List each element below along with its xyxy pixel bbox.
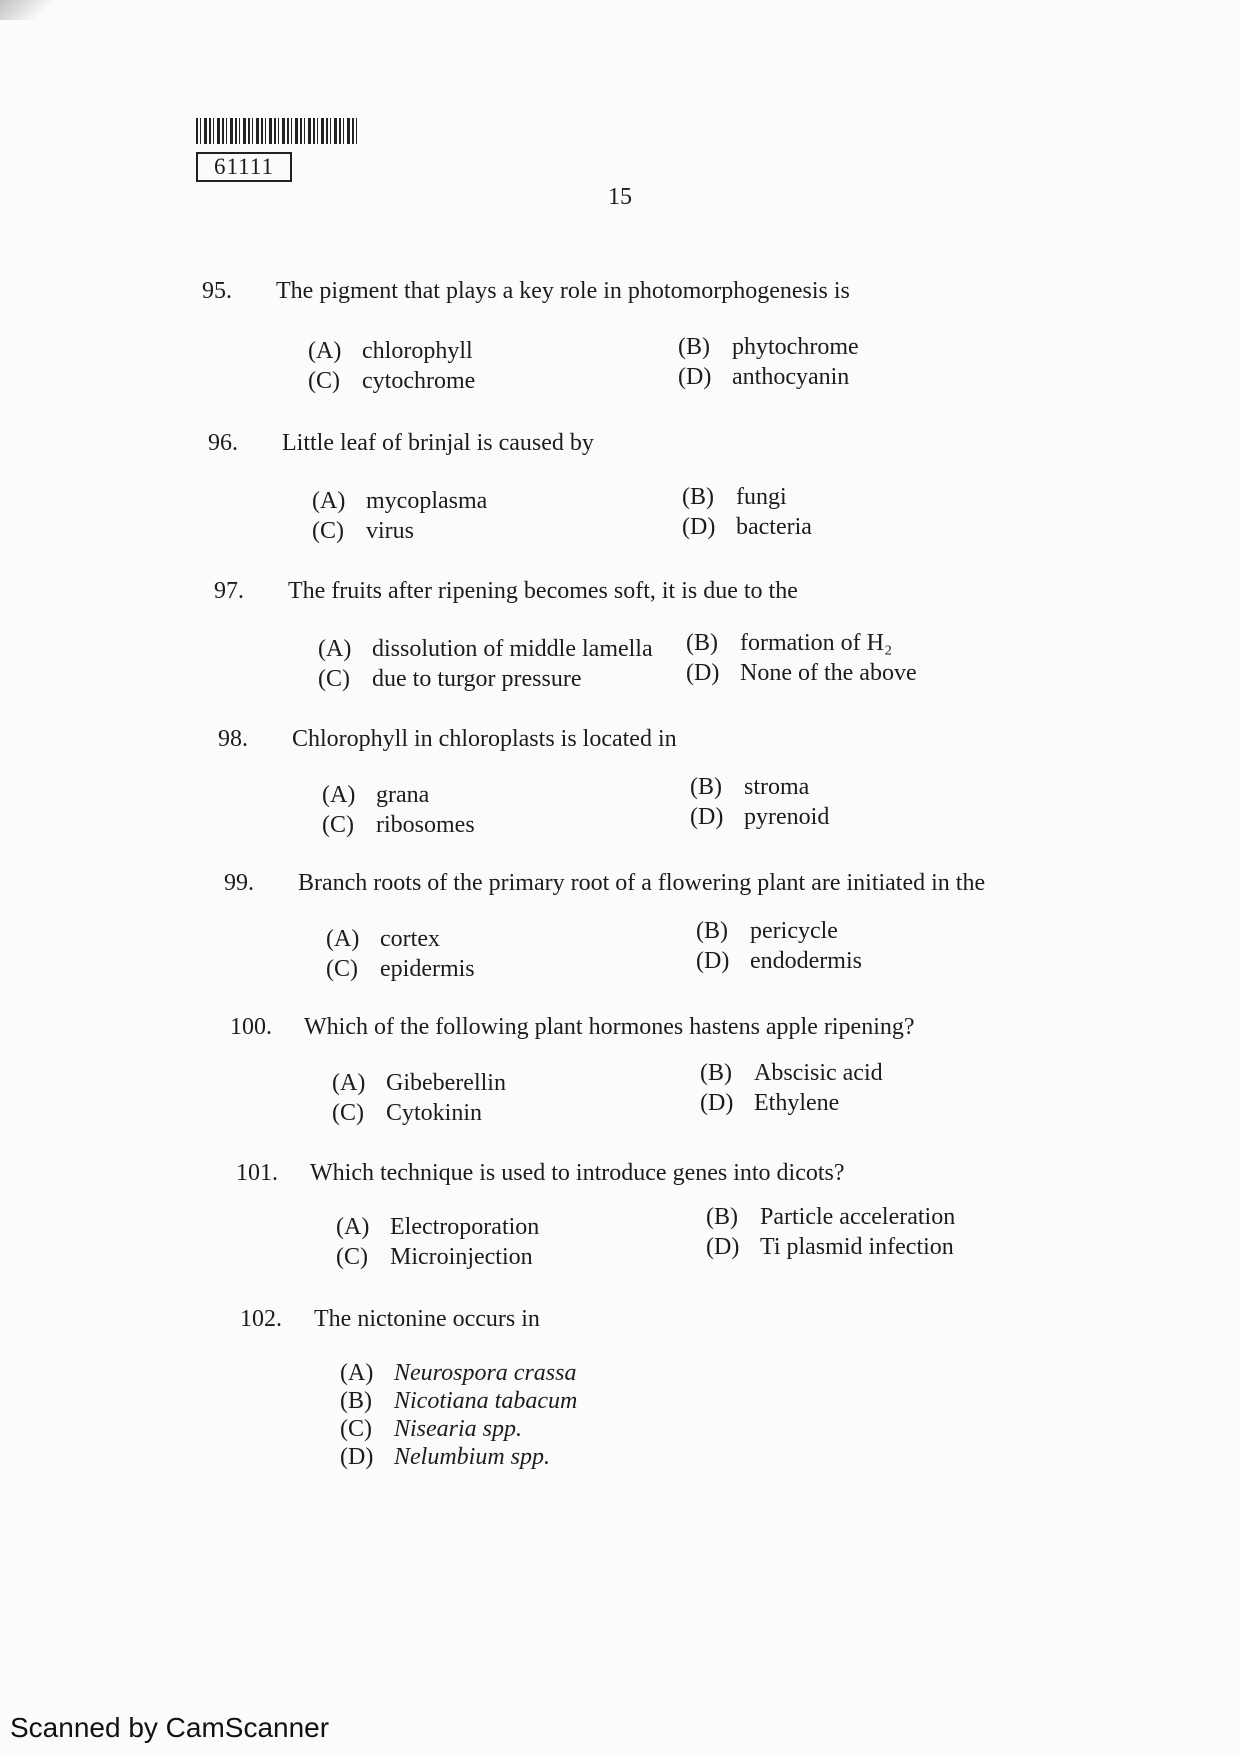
option-b: (B) pericycle [696,918,838,944]
question-stem: Branch roots of the primary root of a flowering plant are initiated in the [298,870,986,896]
option-d: (D) pyrenoid [690,804,830,830]
option-b: (B) Nicotiana tabacum [340,1388,578,1414]
option-c: (C) virus [312,518,414,544]
option-c: (C) Cytokinin [332,1100,483,1126]
option-b: (B) stroma [690,774,810,800]
question-stem: The fruits after ripening becomes soft, it is due to the [288,578,798,604]
option-d: (D) None of the above [686,660,917,686]
option-a: (A) Gibeberellin [332,1070,506,1096]
question-number: 99. [224,870,254,896]
option-b: (B) formation of H₂ [686,630,893,656]
scan-smudge [0,0,60,20]
option-c: (C) ribosomes [322,812,475,838]
option-b: (B) fungi [682,484,787,510]
option-d: (D) bacteria [682,514,812,540]
option-a: (A) grana [322,782,430,808]
scanner-watermark: Scanned by CamScanner [10,1712,330,1743]
option-c: (C) Microinjection [336,1244,533,1270]
option-b: (B) Particle acceleration [706,1204,956,1230]
question-number: 98. [218,726,248,752]
option-c: (C) due to turgor pressure [318,666,582,692]
option-a: (A) chlorophyll [308,338,473,364]
page-number: 15 [608,184,632,210]
question-number: 102. [240,1306,282,1332]
option-b: (B) Abscisic acid [700,1060,883,1086]
question-number: 96. [208,430,238,456]
question-number: 97. [214,578,244,604]
option-a: (A) cortex [326,926,440,952]
question-number: 95. [202,278,232,304]
option-d: (D) Ethylene [700,1090,840,1116]
paper-code: 61111 [196,152,292,182]
question-stem: The nictonine occurs in [314,1306,540,1332]
option-d: (D) endodermis [696,948,862,974]
option-a: (A) Neurospora crassa [340,1360,577,1386]
question-number: 100. [230,1014,272,1040]
question-stem: Little leaf of brinjal is caused by [282,430,594,456]
question-number: 101. [236,1160,278,1186]
option-d: (D) anthocyanin [678,364,850,390]
option-a: (A) dissolution of middle lamella [318,636,653,662]
option-a: (A) Electroporation [336,1214,540,1240]
option-d: (D) Ti plasmid infection [706,1234,954,1260]
option-c: (C) Nisearia spp. [340,1416,523,1442]
option-c: (C) cytochrome [308,368,476,394]
option-d: (D) Nelumbium spp. [340,1444,550,1470]
option-a: (A) mycoplasma [312,488,488,514]
barcode [196,118,358,144]
question-stem: Which technique is used to introduce genes into dicots? [310,1160,845,1186]
question-stem: Chlorophyll in chloroplasts is located in [292,726,677,752]
option-c: (C) epidermis [326,956,475,982]
option-b: (B) phytochrome [678,334,859,360]
question-stem: Which of the following plant hormones hastens apple ripening? [304,1014,915,1040]
question-stem: The pigment that plays a key role in photomorphogenesis is [276,278,850,304]
